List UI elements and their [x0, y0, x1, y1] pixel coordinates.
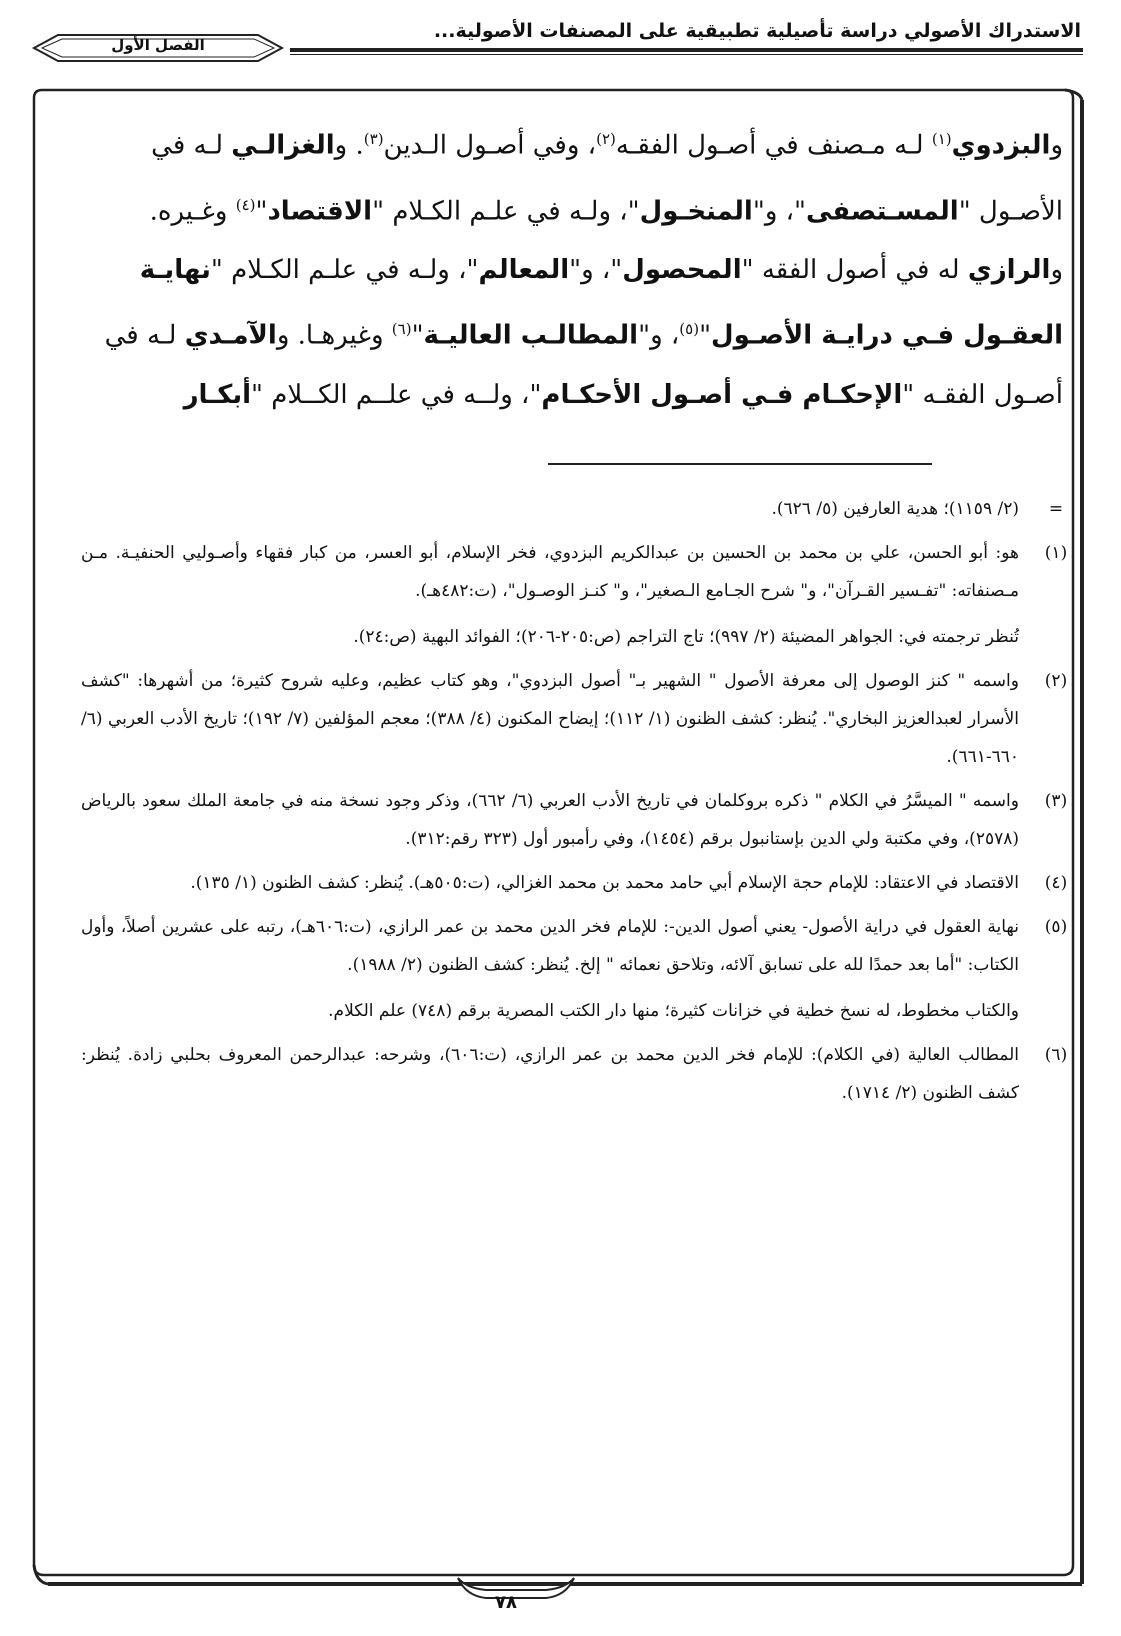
- header-rule-thin: [290, 54, 1083, 55]
- body-line: والبزدوي$^{(١)}$ لـه مـصنف في أصـول الفقـه$^{(٢)}$، وفي أصـول الـدين$^{(٣)}$. والغزالـي لـه في: [151, 130, 1063, 161]
- footnote-text: واسمه " الميسَّرُ في الكلام " ذكره بروكلمان في تاريخ الأدب العربي (٦/ ٦٦٢)، وذكر وجود نسخة منه في جامعة الملك سعود بالرياض (٢٥٧٨)، وفي مكتبة ولي الدين بإستانبول برقم (١٤٥٤)، وفي رأمبور أول (٣٢٣ رقم:٣١٢).: [81, 791, 1019, 849]
- footnote-number: (٣): [1044, 791, 1068, 811]
- footnote-number: (١): [1044, 543, 1068, 563]
- page-number: ٧٨: [495, 1592, 517, 1613]
- body-line: العقـول فـي درايـة الأصـول"$^{(٥)}$، و"المطالـب العاليـة"$^{(٦)}$ وغيرهـا. والآمـدي لـه في: [104, 320, 1063, 351]
- footnote-text: المطالب العالية (في الكلام): للإمام فخر الدين محمد بن عمر الرازي، (ت:٦٠٦)، وشرحه: عبدالرحمن المعروف بحلبي زادة. يُنظر: كشف الظنون (٢/ ١٧١٤).: [81, 1045, 1019, 1103]
- footnote-number: (٤): [1044, 873, 1068, 893]
- footnote-number: (٦): [1044, 1045, 1068, 1065]
- running-title: الاستدراك الأصولي دراسة تأصيلية تطبيقية على المصنفات الأصولية...: [433, 20, 1081, 42]
- chapter-label: الفصل الأول: [111, 36, 205, 54]
- footnote-2: [81, 662, 1081, 776]
- footnote-continued: [81, 490, 1081, 528]
- footnotes: [81, 490, 1081, 1118]
- body-line: أصـول الفقـه "الإحكـام فـي أصـول الأحكـام"، ولــه في علــم الكــلام "أبكـار: [183, 379, 1063, 410]
- header-rule: [290, 48, 1083, 52]
- body-text: [63, 110, 1063, 425]
- footnote-subtext: تُنظر ترجمته في: الجواهر المضيئة (٢/ ٩٩٧)؛ تاج التراجم (ص:٢٠٥-٢٠٦)؛ الفوائد البهية (ص:٢٤).: [353, 627, 1019, 647]
- footnote-text: هو: أبو الحسن، علي بن محمد بن الحسين بن عبدالكريم البزدوي، فخر الإسلام، أبو العسر، من كبار فقهاء وأصـوليي الحنفيـة. مـن مـصنفاته: "تفـسير القـرآن"، و" شرح الجـامع الـصغير"، و" كنـز الوصـول"، (ت:٤٨٢هـ).: [81, 543, 1019, 601]
- footnote-text: واسمه " كنز الوصول إلى معرفة الأصول " الشهير بـ" أصول البزدوي"، وهو كتاب عظيم، وعليه شروح كثيرة؛ من أشهرها: "كشف الأسرار لعبدالعزيز البخاري". يُنظر: كشف الظنون (١/ ١١٢)؛ إيضاح المكنون (٤/ ٣٨٨)؛ معجم المؤلفين (٧/ ١٩٢)؛ تاريخ الأدب العربي (٦/ ٦٦٠-٦٦١).: [81, 671, 1019, 767]
- footnote-1: [81, 534, 1081, 656]
- chapter-tab: [28, 30, 288, 66]
- footnote-text: نهاية العقول في دراية الأصول- يعني أصول الدين-: للإمام فخر الدين محمد بن عمر الرازي، (ت:٦٠٦هـ)، رتبه على عشرين أصلاً، وأول الكتاب: "أما بعد حمدًا لله على تسابق آلائه، وتلاحق نعمائه " إلخ. يُنظر: كشف الظنون (٢/ ١٩٨٨).: [81, 917, 1020, 975]
- footnote-4: [81, 864, 1081, 902]
- footnote-number: (٢): [1044, 671, 1068, 691]
- footnote-subtext: والكتاب مخطوط، له نسخ خطية في خزانات كثيرة؛ منها دار الكتب المصرية برقم (٧٤٨) علم الكلام.: [328, 1001, 1019, 1021]
- footnote-text: (٢/ ١١٥٩)؛ هدية العارفين (٥/ ٦٢٦).: [771, 499, 1019, 519]
- body-line: والرازي له في أصول الفقه "المحصول"، و"المعالم"، ولـه في علـم الكـلام "نهايـة: [139, 255, 1063, 286]
- body-line: الأصـول "المسـتصفى"، و"المنخـول"، ولـه في علـم الكـلام "الاقتصاد"$^{(٤)}$ وغـيره.: [149, 195, 1063, 227]
- footnote-3: [81, 782, 1081, 858]
- footnote-text: الاقتصاد في الاعتقاد: للإمام حجة الإسلام أبي حامد محمد بن محمد الغزالي، (ت:٥٠٥هـ). يُنظر: كشف الظنون (١/ ١٣٥).: [190, 873, 1019, 893]
- footnote-separator: [548, 463, 932, 465]
- footnote-number: (٥): [1044, 917, 1068, 937]
- footnote-6: [81, 1036, 1081, 1112]
- footnote-number: =: [1048, 499, 1064, 519]
- footnote-5: [81, 908, 1081, 1030]
